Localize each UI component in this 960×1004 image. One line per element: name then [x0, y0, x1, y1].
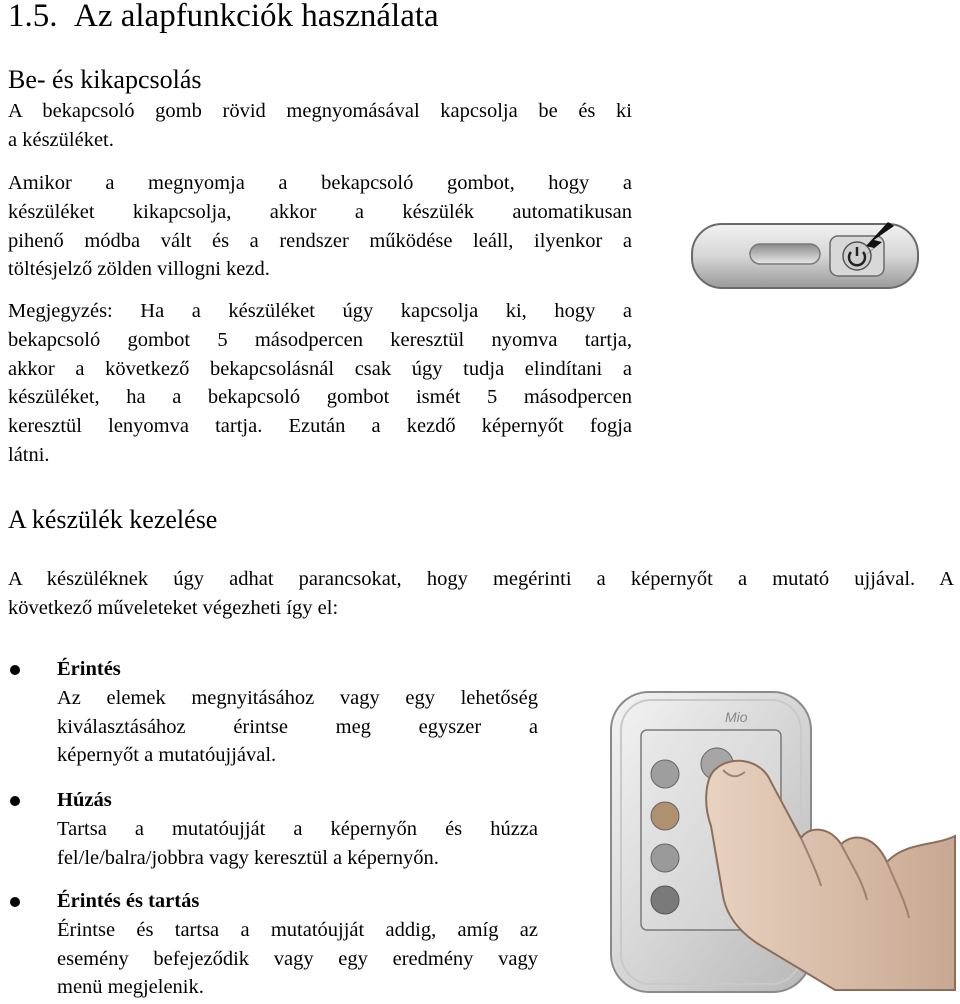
text-line: A bekapcsoló gomb rövid megnyomásával kapcsolja be és ki	[8, 100, 632, 122]
text-line: készüléket, ha a bekapcsoló gombot ismét 5 másodpercen	[8, 386, 632, 409]
text-line: Érintse és tartsa a mutatóujját addig, amíg az	[57, 918, 538, 941]
text-line: következő műveleteket végezheti így el:	[8, 596, 339, 619]
text-line: bekapcsoló gombot 5 másodpercen keresztül nyomva tartja,	[8, 328, 632, 351]
text-line: Az elemek megnyitásához vagy egy lehetőség	[57, 686, 538, 709]
touch-screen-illustration	[605, 686, 960, 998]
text-line: képernyőt a mutatóujjával.	[57, 744, 277, 767]
power-note	[8, 297, 632, 470]
text-line: fel/le/balra/jobbra vagy keresztül a képernyőn.	[57, 846, 439, 869]
power-paragraph-1	[8, 97, 632, 155]
bullet-dot	[10, 665, 20, 675]
list-item-title: Érintés	[57, 658, 121, 680]
section-title-text: Az alapfunkciók használata	[74, 0, 439, 34]
power-paragraph-2	[8, 169, 632, 284]
handling-heading: A készülék kezelése	[8, 505, 218, 534]
handling-intro	[8, 565, 954, 623]
list-item-drag	[57, 786, 538, 872]
section-title	[8, 0, 439, 38]
text-line: Amikor a megnyomja a bekapcsoló gombot, hogy a	[8, 172, 632, 194]
text-line: menü megjelenik.	[57, 976, 204, 999]
text-line: Megjegyzés: Ha a készüléket úgy kapcsolja ki, hogy a	[8, 300, 632, 322]
bullet-dot	[10, 796, 20, 806]
power-heading: Be- és kikapcsolás	[8, 65, 202, 94]
text-line: töltésjelző zölden villogni kezd.	[8, 258, 270, 281]
text-line: esemény befejeződik vagy egy eredmény vagy	[57, 947, 538, 970]
logo-text: Mio	[725, 709, 748, 725]
section-number: 1.5.	[8, 0, 58, 34]
text-line: keresztül lenyomva tartja. Ezután a kezdő képernyőt fogja	[8, 415, 632, 438]
list-item-touch	[57, 655, 538, 770]
text-line: pihenő módba vált és a rendszer működése leáll, ilyenkor a	[8, 229, 632, 252]
text-line: akkor a következő bekapcsolásnál csak úgy tudja elindítani a	[8, 357, 632, 380]
text-line: kiválasztásához érintse meg egyszer a	[57, 715, 538, 738]
text-line: A készüléknek úgy adhat parancsokat, hogy megérinti a képernyőt a mutató ujjával. A	[8, 568, 954, 590]
text-line: látni.	[8, 443, 50, 466]
text-line: a készüléket.	[8, 128, 114, 151]
power-button-illustration	[690, 214, 920, 298]
list-item-title: Húzás	[57, 789, 112, 811]
text-line: készüléket kikapcsolja, akkor a készülék automatikusan	[8, 200, 632, 223]
text-line: Tartsa a mutatóujját a képernyőn és húzza	[57, 817, 538, 840]
list-item-touch-hold	[57, 887, 538, 1002]
bullet-dot	[10, 897, 20, 907]
list-item-title: Érintés és tartás	[57, 890, 200, 912]
